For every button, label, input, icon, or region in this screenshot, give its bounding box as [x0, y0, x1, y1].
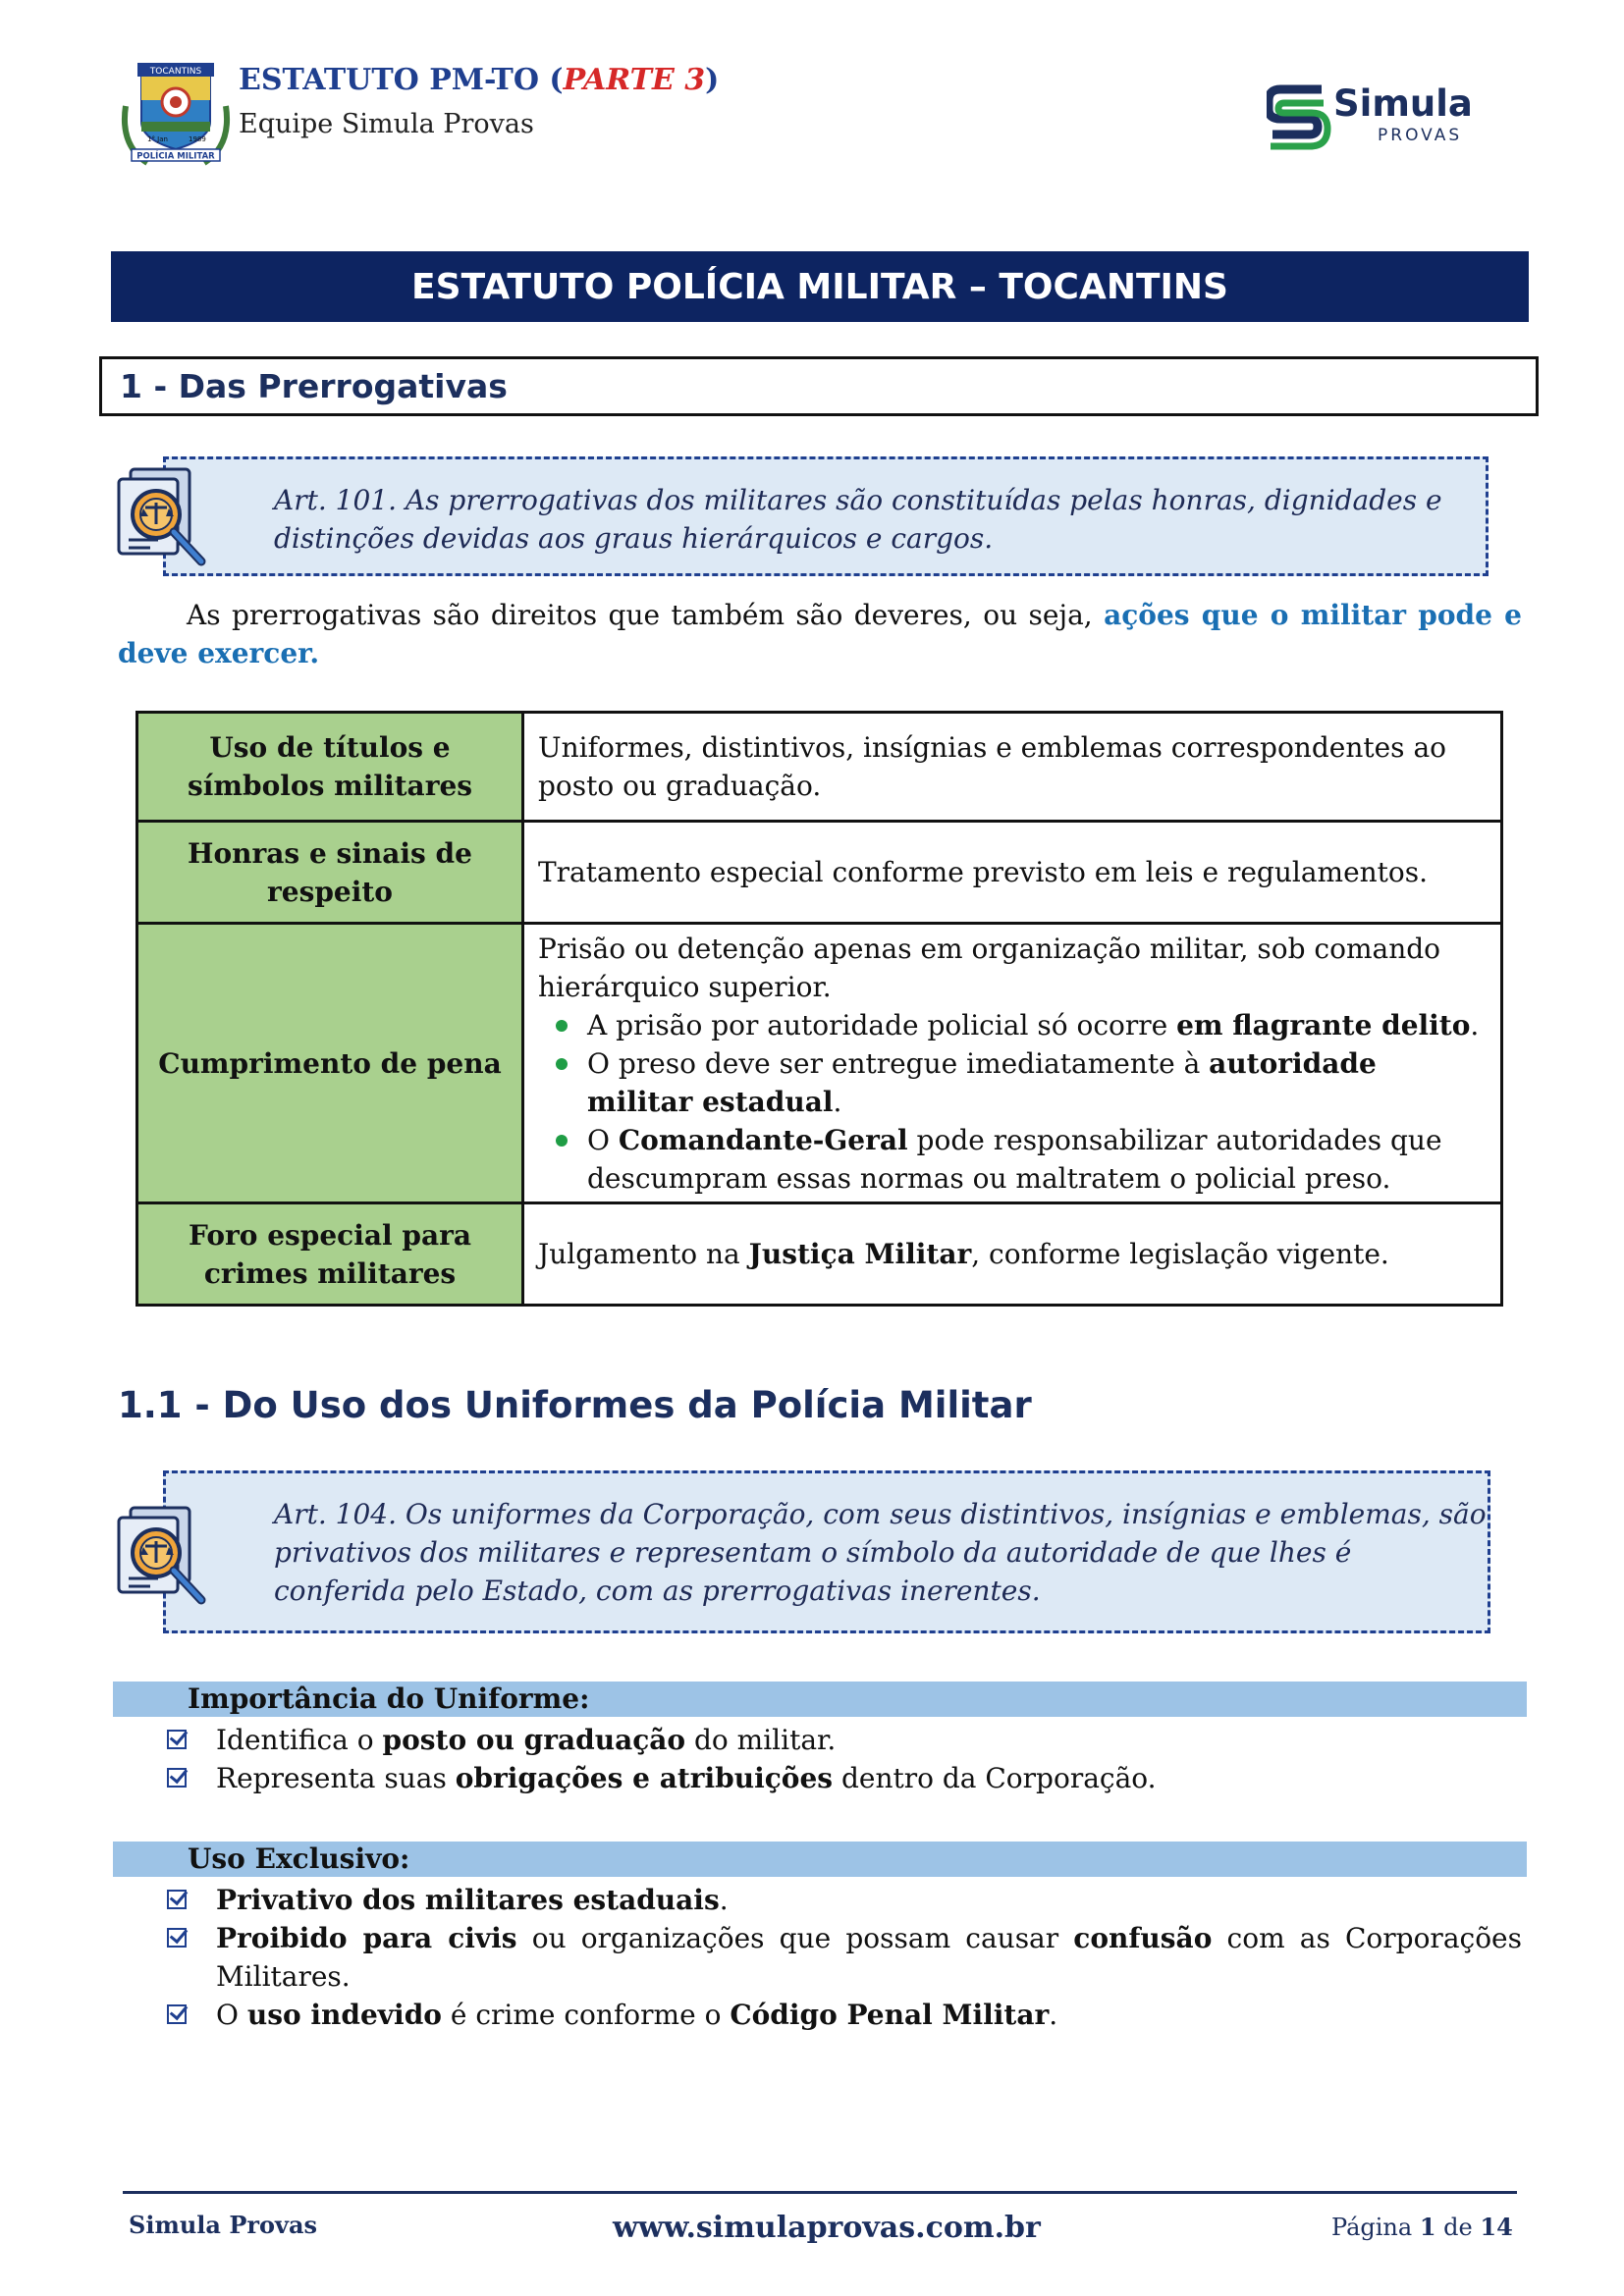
badge-top-text: TOCANTINS: [149, 67, 202, 77]
footer-divider: [123, 2191, 1517, 2194]
uso-exclusivo-subheading: Uso Exclusivo:: [113, 1842, 1527, 1877]
document-header-title: ESTATUTO PM-TO (PARTE 3): [239, 63, 720, 97]
part-label: PARTE 3: [563, 63, 706, 97]
list-item: Privativo dos militares estaduais.: [167, 1881, 1522, 1919]
uso-exclusivo-checklist: [167, 1881, 1522, 2034]
logo-subtext: PROVAS: [1378, 126, 1463, 145]
prerrogativas-table: [135, 711, 1503, 1307]
article-104-text: Art. 104. Os uniformes da Corporação, com seus distintivos, insígnias e emblemas, são privativos dos militares e representam o símbolo da autoridade de que lhes é conferida pelo Estado, com as prerrogativas inerentes.: [274, 1498, 1487, 1607]
checkbox-checked-icon: [167, 1890, 187, 1909]
table-row: [137, 1203, 1502, 1306]
table-description-cell: [523, 924, 1502, 1203]
pena-description-text: Prisão ou detenção apenas em organização militar, sob comando hierárquico superior.: [538, 932, 1441, 1003]
footer-brand: Simula Provas: [129, 2211, 318, 2239]
table-row: [137, 713, 1502, 822]
checkbox-checked-icon: [167, 1928, 187, 1948]
table-row: [137, 822, 1502, 924]
pena-bullet-list: [538, 1006, 1487, 1198]
section-heading-uniformes: 1.1 - Do Uso dos Uniformes da Polícia Militar: [118, 1384, 1032, 1426]
logo-name: Simula: [1333, 82, 1473, 125]
badge-bottom-text: POLÍCIA MILITAR: [136, 151, 215, 162]
article-104-box: [163, 1470, 1490, 1633]
importancia-subheading: Importância do Uniforme:: [113, 1682, 1527, 1717]
table-description-cell: Uniformes, distintivos, insígnias e emblemas correspondentes ao posto ou graduação.: [523, 713, 1502, 822]
pm-to-badge-logo: [118, 57, 234, 167]
list-item: A prisão por autoridade policial só ocorre em flagrante delito.: [587, 1006, 1487, 1044]
badge-date-left: 1° Jan: [147, 135, 168, 143]
law-document-icon: [111, 465, 215, 571]
list-item: Representa suas obrigações e atribuições dentro da Corporação.: [167, 1759, 1522, 1797]
table-description-cell: Julgamento na Justiça Militar, conforme legislação vigente.: [523, 1203, 1502, 1306]
footer-url-link[interactable]: www.simulaprovas.com.br: [613, 2211, 1041, 2245]
table-label-cell: Honras e sinais de respeito: [137, 822, 523, 924]
table-label-cell: Foro especial para crimes militares: [137, 1203, 523, 1306]
article-101-text: Art. 101. As prerrogativas dos militares são constituídas pelas honras, dignidades e distinções devidas aos graus hierárquicos e cargos.: [274, 484, 1442, 555]
importancia-checklist: [167, 1721, 1522, 1797]
checkbox-checked-icon: [167, 1730, 187, 1749]
document-banner-title: ESTATUTO POLÍCIA MILITAR – TOCANTINS: [111, 251, 1529, 322]
list-item: Identifica o posto ou graduação do militar.: [167, 1721, 1522, 1759]
page-number: Página 1 de 14: [1331, 2213, 1513, 2241]
document-header-subtitle: Equipe Simula Provas: [239, 109, 534, 139]
table-label-cell: Uso de títulos e símbolos militares: [137, 713, 523, 822]
checkbox-checked-icon: [167, 2004, 187, 2024]
badge-date-right: 1989: [189, 135, 206, 143]
table-label-cell: Cumprimento de pena: [137, 924, 523, 1203]
article-101-box: [163, 456, 1489, 576]
law-document-icon: [111, 1504, 215, 1610]
section-heading-prerrogativas: 1 - Das Prerrogativas: [99, 356, 1539, 416]
list-item: O uso indevido é crime conforme o Código Penal Militar.: [167, 1996, 1522, 2034]
table-row: [137, 924, 1502, 1203]
list-item: Proibido para civis ou organizações que possam causar confusão com as Corporações Militares.: [167, 1919, 1522, 1996]
prerrogativas-intro-paragraph: As prerrogativas são direitos que também são deveres, ou seja, ações que o militar pode e deve exercer.: [118, 599, 1523, 669]
intro-highlight: ações que o militar pode e deve exercer.: [118, 599, 1523, 669]
table-description-cell: Tratamento especial conforme previsto em leis e regulamentos.: [523, 822, 1502, 924]
checkbox-checked-icon: [167, 1768, 187, 1788]
list-item: O preso deve ser entregue imediatamente à autoridade militar estadual.: [587, 1044, 1487, 1121]
list-item: O Comandante-Geral pode responsabilizar autoridades que descumpram essas normas ou maltratem o policial preso.: [587, 1121, 1487, 1198]
